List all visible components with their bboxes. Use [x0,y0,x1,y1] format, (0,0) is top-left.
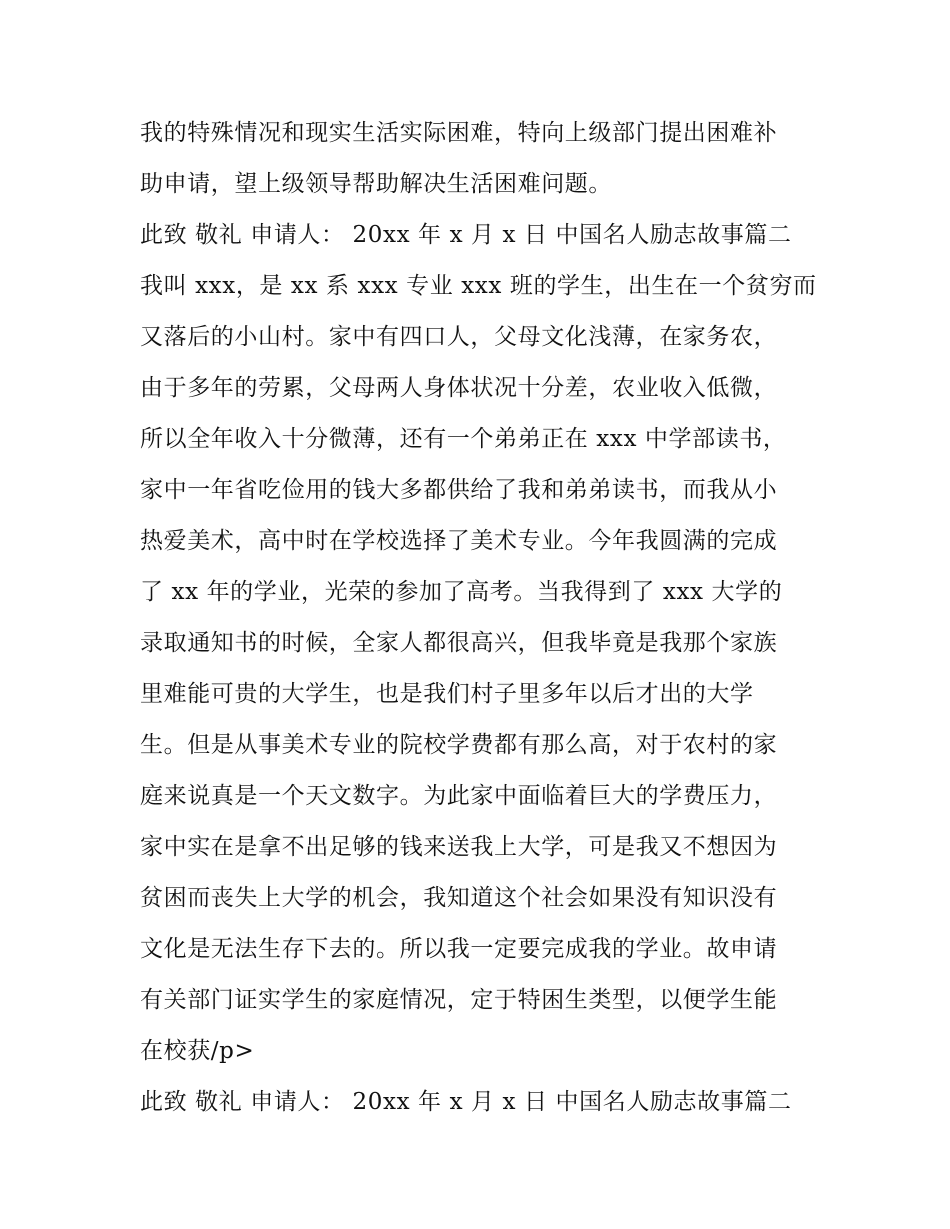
text-line: 在校获/p> [140,1038,255,1064]
text-line: 生。但是从事美术专业的院校学费都有那么高，对于农村的家 [140,732,778,758]
text-line: 了 xx 年的学业，光荣的参加了高考。当我得到了 xxx 大学的 [140,579,783,605]
text-line: 此致 敬礼 申请人： 20xx 年 x 月 x 日 中国名人励志故事篇二 [140,222,792,248]
document-body [140,108,820,1128]
text-line: 又落后的小山村。家中有四口人，父母文化浅薄，在家务农， [140,324,778,350]
text-line: 所以全年收入十分微薄，还有一个弟弟正在 xxx 中学部读书， [140,426,787,452]
text-line: 庭来说真是一个天文数字。为此家中面临着巨大的学费压力， [140,783,778,809]
text-line: 录取通知书的时候，全家人都很高兴，但我毕竟是我那个家族 [140,630,778,656]
text-line: 此致 敬礼 申请人： 20xx 年 x 月 x 日 中国名人励志故事篇二 [140,1089,792,1115]
text-line: 助申请，望上级领导帮助解决生活困难问题。 [140,171,612,197]
text-line: 家中一年省吃俭用的钱大多都供给了我和弟弟读书，而我从小 [140,477,778,503]
text-line: 文化是无法生存下去的。所以我一定要完成我的学业。故申请 [140,936,778,962]
text-line: 里难能可贵的大学生，也是我们村子里多年以后才出的大学 [140,681,754,707]
text-line: 我的特殊情况和现实生活实际困难，特向上级部门提出困难补 [140,120,778,146]
text-line: 由于多年的劳累，父母两人身体状况十分差，农业收入低微， [140,375,778,401]
text-line: 有关部门证实学生的家庭情况，定于特困生类型，以便学生能 [140,987,778,1013]
text-line: 贫困而丧失上大学的机会，我知道这个社会如果没有知识没有 [140,885,778,911]
text-line: 家中实在是拿不出足够的钱来送我上大学，可是我又不想因为 [140,834,778,860]
text-line: 热爱美术，高中时在学校选择了美术专业。今年我圆满的完成 [140,528,778,554]
text-line: 我叫 xxx，是 xx 系 xxx 专业 xxx 班的学生，出生在一个贫穷而 [140,273,817,299]
